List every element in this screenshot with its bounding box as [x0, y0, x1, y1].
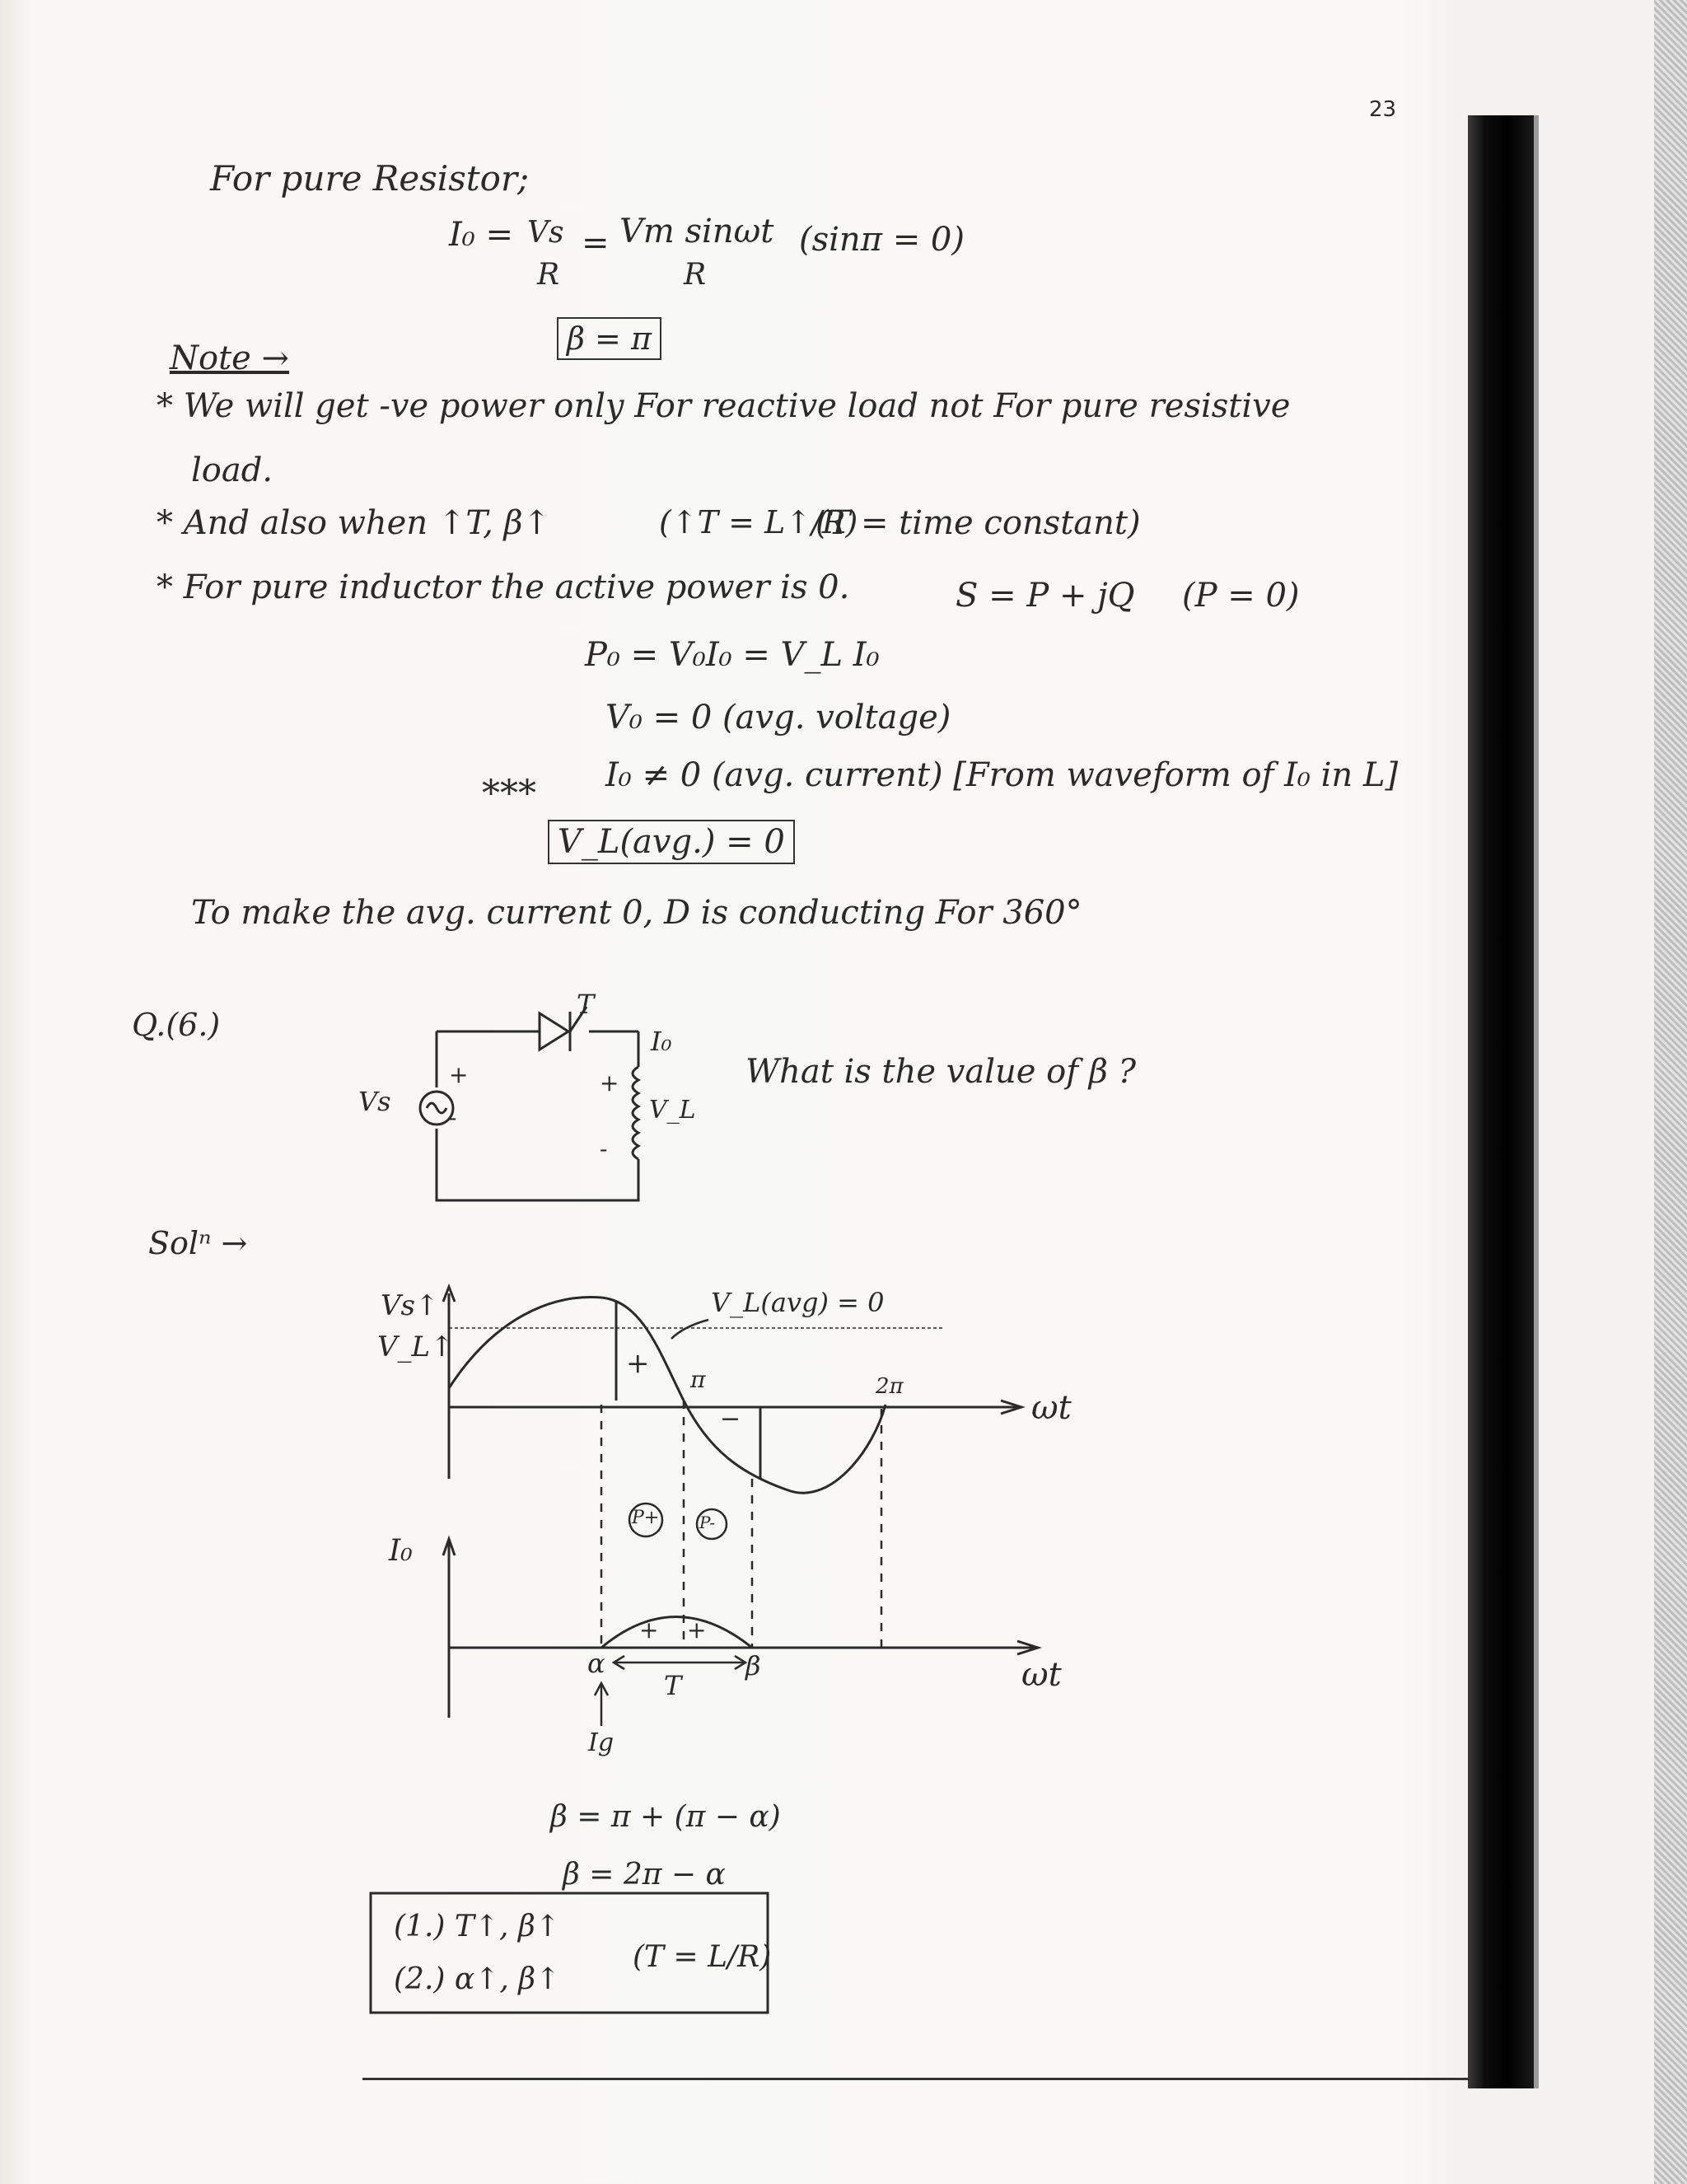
- power-eq-3: I₀ ≠ 0 (avg. current) [From waveform of I₀ in L]: [605, 756, 1399, 794]
- note-2-tau: (↑T = L↑/R): [659, 504, 858, 540]
- conduct-line: To make the avg. current 0, D is conducting For 360°: [191, 894, 1082, 932]
- eq-condition: (sinπ = 0): [799, 221, 965, 259]
- circuit-source-label: Vs: [358, 1086, 391, 1117]
- graph2-plus-1: +: [639, 1616, 659, 1644]
- graph1-ylabel-vs: Vs↑: [381, 1289, 439, 1322]
- graph1-plus: +: [626, 1347, 650, 1380]
- graph2-ylabel: I₀: [389, 1534, 413, 1568]
- graph2-ig: Ig: [588, 1728, 615, 1757]
- note-3-p-zero: (P = 0): [1182, 577, 1300, 615]
- circuit-source-plus: +: [449, 1061, 469, 1088]
- graph1-minus: −: [720, 1405, 741, 1433]
- note-2-time-constant: (T = time constant): [815, 504, 1141, 542]
- inductor-coil: [633, 1067, 638, 1159]
- summary-side: (T = L/R): [633, 1940, 772, 1974]
- stars: ***: [482, 773, 536, 815]
- graph1-ylabel-vl: V_L↑: [377, 1331, 454, 1363]
- graph2-axes: [443, 1539, 1038, 1718]
- graph1-annotation: V_L(avg) = 0: [711, 1287, 885, 1318]
- note-3: * For pure inductor the active power is 0.: [157, 568, 850, 606]
- graph1-pi: π: [690, 1366, 706, 1393]
- heading: For pure Resistor;: [210, 158, 530, 199]
- result-eq-2: β = 2π − α: [563, 1858, 726, 1892]
- power-eq-2: V₀ = 0 (avg. voltage): [605, 699, 951, 737]
- circuit-inductor-plus: +: [600, 1069, 619, 1097]
- graph2-xlabel: ωt: [1021, 1656, 1062, 1694]
- eq-frac2-num: Vm sinωt: [619, 213, 774, 250]
- eq-frac1-num: Vs: [527, 216, 564, 250]
- graph1-xlabel: ωt: [1031, 1389, 1072, 1427]
- p-minus-label: P-: [699, 1513, 716, 1532]
- question-label: Q.(6.): [132, 1007, 221, 1043]
- eq-equals: =: [582, 224, 610, 262]
- graph2-T: T: [664, 1670, 682, 1701]
- annotation-arrow: [671, 1320, 708, 1339]
- io-waveform: [601, 1617, 752, 1649]
- question-text: What is the value of β ?: [745, 1053, 1137, 1091]
- graph2-beta: β: [745, 1650, 761, 1681]
- page-number: 23: [1369, 97, 1397, 122]
- summary-line-1: (1.) T↑, β↑: [394, 1910, 560, 1943]
- eq-lhs: I₀ =: [449, 216, 514, 254]
- circuit-inductor-minus: -: [600, 1135, 608, 1162]
- vs-waveform: [449, 1297, 886, 1493]
- circuit-inductor-voltage-label: V_L: [649, 1096, 696, 1125]
- note-label: Note →: [170, 339, 290, 377]
- note-1: * We will get -ve power only For reactive load not For pure resistive: [157, 387, 1291, 425]
- graph2-alpha: α: [587, 1648, 605, 1679]
- solution-label: Solⁿ →: [148, 1225, 248, 1261]
- beta-box: β = π: [557, 317, 661, 360]
- note-1-cont: load.: [191, 451, 273, 489]
- eq-frac1-den: R: [537, 258, 560, 292]
- circuit-current-label: I₀: [651, 1026, 672, 1057]
- thyristor-symbol: [540, 1013, 568, 1050]
- circuit-thyristor-label: T: [577, 989, 595, 1020]
- eq-frac2-den: R: [684, 258, 707, 292]
- note-2: * And also when ↑T, β↑: [157, 504, 551, 542]
- summary-line-2: (2.) α↑, β↑: [394, 1962, 561, 1996]
- power-eq-1: P₀ = V₀I₀ = V_L I₀: [585, 636, 880, 674]
- result-eq-1: β = π + (π − α): [550, 1800, 781, 1834]
- circuit-source-minus: -: [449, 1104, 457, 1131]
- p-plus-label: P+: [632, 1508, 660, 1528]
- note-3-complex-power: S = P + jQ: [956, 577, 1135, 615]
- vl-avg-box: V_L(avg.) = 0: [548, 820, 795, 864]
- graph2-plus-2: +: [687, 1616, 707, 1644]
- graph1-two-pi: 2π: [876, 1374, 904, 1399]
